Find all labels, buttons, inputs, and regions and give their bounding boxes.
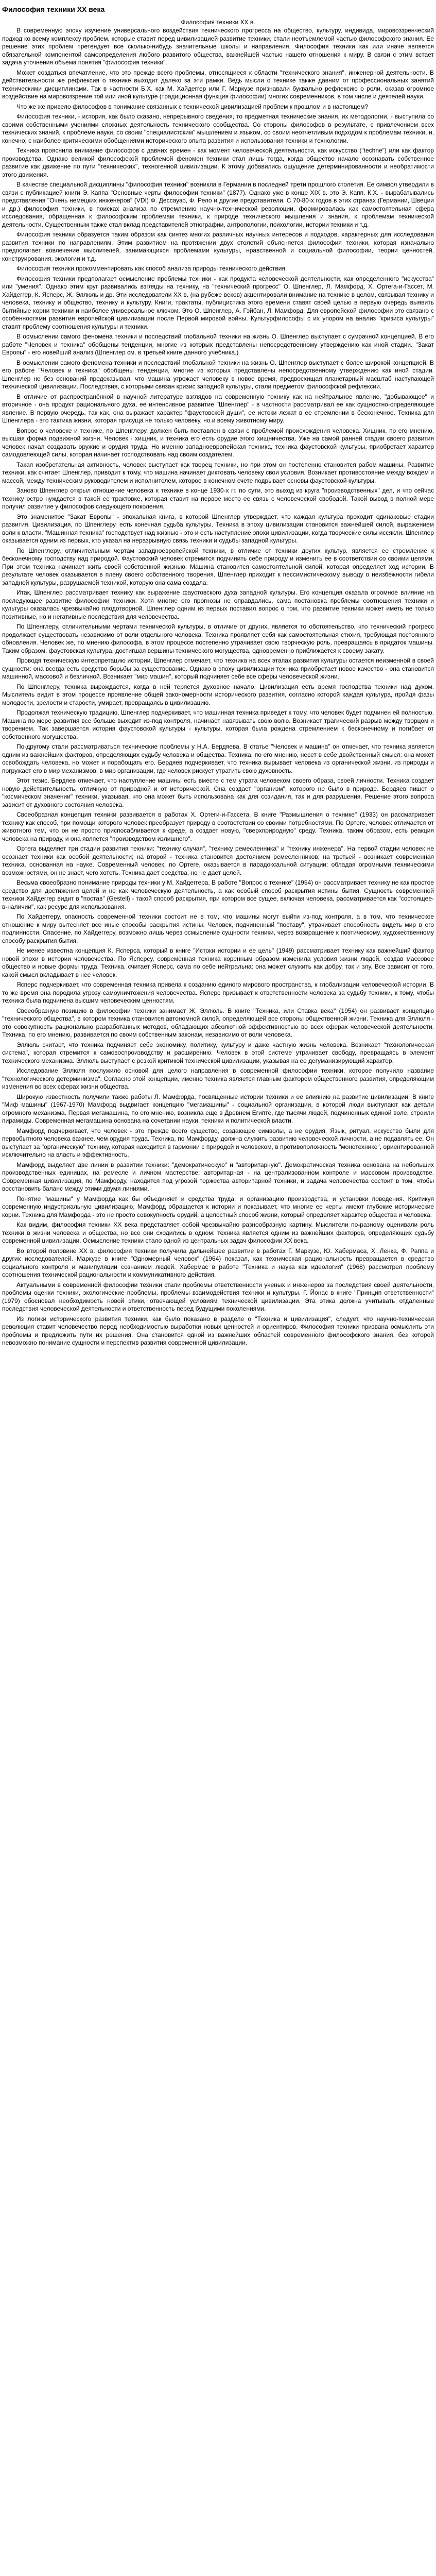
article-paragraph: Проводя техническую интерпретацию истории, Шпенглер отмечает, что техника на всех этапах развития культуры остается неизменной в своей сущности: она всегда есть средство борьбы за существование. Однако в эпоху цивилизации техника приобретает новое качество - она становится машинной, массовой и безличной. Возникает "мир машин", который подчиняет себе все сферы человеческой жизни. <box>2 657 434 680</box>
article-paragraph: Ортега выделяет три стадии развития техники: "технику случая", "технику ремесленника" и "технику инженера". На первой стадии человек не осознает техники как особой деятельности; на второй - техника становится достоянием ремесленников; на третьей - возникает современная техника, основанная на науке. Современный человек, по Ортеге, оказывается в парадоксальной ситуации: обладая огромными техническими возможностями, он не знает, чего хотеть. Техника дает средства, но не дает целей. <box>2 845 434 876</box>
article-paragraph: Этот тезис, Бердяев отмечает, что наступление машины есть вместе с тем утрата человеком своего образа, своей личности. Техника создает новую действительность, отличную от природной и от исторической. Она создает "организм", которого не было в природе. Бердяев пишет о "космическом значении" техники, указывая, что она может быть использована как для созидания, так и для разрушения. Решение этого вопроса зависит от духовного состояния человека. <box>2 777 434 808</box>
article-paragraph: Что же же привело философов в понимание связанных с технической цивилизацией проблем к прошлом и в настоящем? <box>16 103 369 110</box>
article-paragraph: Как видим, философия техники XX века представляет собой чрезвычайно разнообразную картину. Мыслители по-разному оценивали роль техники в жизни человека и общества, но все они сходились в одном: техника является одним из важнейших факторов, определяющих судьбу современной цивилизации. Осмысление техники стало одной из центральных задач философии XX века. <box>2 1221 434 1244</box>
article-paragraph: Весьма своеобразно понимание природы техники у М. Хайдеггера. В работе "Вопрос о технике" (1954) он рассматривает технику не как простое средство для достижения целей и не как человеческую деятельность, а как особый способ раскрытия истины бытия. Сущность современной техники Хайдеггер видит в "постав" (Gestell) - такой способ раскрытия, при котором все сущее, включая человека, рассматривается как "состоящее-в-наличии", как ресурс для использования. <box>2 879 434 910</box>
article-paragraph: Философия техники, - история, как было сказано, непрерывного сведения, то предметная технические знания, их методологии, - выступила со своими собственными учениями сложных деятельность технического сообщества. Со стороны философов в результате, с привлечением всех технических знаний, к проблеме науки, со своим "специалистским" мышлением и языком, со своим неотчетливым подходом к проблемам техники, и, конечно, с наиболее критическими обобщениями исторического опыта развития и использования техники и технологии. <box>2 113 434 144</box>
article-paragraph: Из логики исторического развития техники, как было показано в разделе о "Техника и цивилизация", следует, что научно-техническая революция ставит человечество перед необходимостью выработки новых ценностей и ориентиров. Философия техники призвана осмыслить эти проблемы и предложить пути их решения. Она становится одной из важнейших областей современного философского знания, без которой невозможно понимание сущности и перспектив развития современной цивилизации. <box>2 1315 434 1346</box>
article-paragraph: Своеобразную позицию в философии техники занимает Ж. Эллюль. В книге "Техника, или Ставка века" (1954) он развивает концепцию "технического общества", в котором техника становится автономной силой, определяющей все стороны общественной жизни. Техника для Эллюля - это совокупность рационально разработанных методов, обладающих абсолютной эффективностью во всех сферах человеческой деятельности. Техника, по его мнению, развивается по своим собственным законам, независимо от воли человека. <box>2 1007 434 1038</box>
article-paragraph: По Шпенглеру, техника вырождается, когда в ней теряется духовное начало. Цивилизация есть время господства техники над духом. Мыслитель видит в этом процессе проявление общей закономерности исторического развития, согласно которой каждая культура, пройдя фазы молодости, зрелости и старости, умирает, превращаясь в цивилизацию. <box>2 683 434 706</box>
article-paragraph: Философия техники предполагает осмысление проблемы техники - как продукта человеческой деятельности, как определенного "искусства" или "умения". Однако этим круг развивались взгляды на технику, на "технический прогресс" О. Шпенглер, Л. Мамфорд, Х. Ортега-и-Гассет, М. Хайдеггер, К. Ясперс, Ж. Эллюль и др. Эти исследователи XX в. (на рубеже веков) акцентировали внимание на технике в целом, связывая технику и человека, технику и общество, технику и культуру. Книги, трактаты, публицистика этого времени ставят своей целью в первую очередь выявить бытийные корни техники и наиболее универсальное ключом. Это О. Шпенглер, А. Гэйбан, Л. Мамфорд. Для европейской философии это связано с особенностями развития европейской цивилизации после Первой мировой войны. Культурфилософы с их упором на анализ "кризиса культуры" ставят проблему соотношения культуры и техники. <box>2 275 434 330</box>
article-paragraph: Не менее известна концепция К. Ясперса, который в книге "Истоки истории и ее цель" (1949) рассматривает технику как важнейший фактор новой эпохи в истории человечества. По Ясперсу, современная техника коренным образом изменила условия жизни людей, создав массовое общество и новые формы труда. Техника, считает Ясперс, сама по себе нейтральна: она может служить как добру, так и злу. Все зависит от того, какой смысл вкладывает в нее человек. <box>2 947 434 978</box>
article-paragraph: Исследование Эллюля послужило основой для целого направления в современной философии техники, которое получило название "технологического детерминизма". Согласно этой концепции, именно техника является главным фактором общественного развития, определяющим изменения во всех сферах жизни общества. <box>2 1067 434 1090</box>
article-paragraph: Во второй половине XX в. философия техники получила дальнейшее развитие в работах Г. Маркузе, Ю. Хабермаса, Х. Ленка, Ф. Раппа и других исследователей. Маркузе в книге "Одномерный человек" (1964) показал, как техническая рациональность превращается в средство социального контроля и манипуляции сознанием людей. Хабермас в работе "Техника и наука как идеология" (1968) рассмотрел проблему соотношения технической рациональности и коммуникативного действия. <box>2 1247 434 1278</box>
article-paragraph: Такая изобретательная активность, человек выступает как творец техники, но при этом он постепенно становится рабом машины. Развитие техники, как считает Шпенглер, приводит к тому, что машина начинает диктовать человеку свои условия. Возникает противостояние между вождем и массой, между техническим руководителем и исполнителем, которое в конечном счете подрывает основы фаустовской культуры. <box>2 461 434 484</box>
article-paragraph: Это знаменитое "Закат Европы" - эпохальная книга, в которой Шпенглер утверждает, что каждая культура проходит одинаковые стадии развития. Цивилизация, по Шпенглеру, есть конечная судьба культуры. Техника в эпоху цивилизации становится важнейшей силой, выражением воли к власти. "Машинная техника" господствует над жизнью - это и есть наступление эпохи цивилизации, когда творческие силы иссякли. Шпенглер оказывается одним из первых, кто указал на неразрывную связь техники и судьбы западной культуры. <box>2 513 434 544</box>
article-paragraph: Может создаться впечатление, что это прежде всего проблемы, относящиеся к области "технического знания", инженерной деятельности. В действительности же рефлексия о технике выходит далеко за эти рамки. Ведь мысли о технике также давним от профессиональных занятий техническими дисциплинами. Так в частности Б.Х. как М. Хайдеггер или Г. Маркузе признавали буквально рефлексию о роли, оказав огромное воздействие на мировоззрение той или иной культуре (традиционная функция философии) многих современников, в том числе и деятелей науки. <box>2 69 434 100</box>
article-paragraph: В современную эпоху изучение универсального воздействия технического прогресса на общество, культуру, индивида, мировоззренческий подход ко всему комплексу проблем, которые ставит перед цивилизацией развитие техники, стали неотъемлемой частью философского знания. Ее решение этих проблем претендует все сколько-нибудь значительные школы и направления. Философия техники как или иначе является обязательной компонентой самоопределения любого развитого общества, важнейшей частью нашего отношения к миру. В связи с этим встает задача уточнения объема понятия "философия техники". <box>2 27 434 66</box>
article-paragraph: В осмыслении самого феномена техники и последствий глобальной техники на жизнь О. Шпенглер выступает с более широкой концепцией. В его работе "Человек и техника" обобщены тенденции, многие из которых представлены непосредственному утверждению как иной стадии. Шпенглер не без оснований предсказывал, что машина угрожает человеку в новое время, предвосхищая планетарный масштаб наступающей технической цивилизации. Последствия, с которыми связан кризис западной культуры, стали предметом философской рефлексии. <box>2 359 434 390</box>
article-title: Философия техники XX в. <box>181 19 255 26</box>
article-paragraph: В качестве специальной дисциплины "философия техники" возникла в Германии в последней трети прошлого столетия. Ее символ утвердили в связи с публикацией книги Э. Каппа "Основные черты философии техники" (1877). Однако уже в конце XIX в. это Э. Капп, К.Х. - вырабатывались представления "Очень немецких инженеров" (VDI) Ф. Дессауэр, Ф. Рело и другие представители. С 70-80-х годов в этих странах (Германии, Швеции и др.) философия техники, в поисках анализа по стремлению научно-технической революции, формировалась как самостоятельная сфера исследования, обращенная к философским проблемам техники, к природе технического мышления и знания, к проблемам технической деятельности. Существенным также стал вклад представителей этнографии, антропологии, психологии, истории техники и т.д. <box>2 181 434 228</box>
page-header <box>0 0 436 19</box>
article-paragraph: По-другому стали рассматриваться технические проблемы у Н.А. Бердяева. В статье "Человек и машина" он отмечает, что техника является одним из важнейших факторов, определяющих судьбу человека и общества. Техника, по его мнению, несет в себе двойственный смысл: она может освобождать человека, но может и порабощать его. Бердяев подчеркивает, что техника вырывает человека из органической жизни, из природы и погружает его в мир механизмов, в мир организации, где человек рискует утратить свою духовность. <box>2 743 434 774</box>
article-paragraph: Понятие "машины" у Мамфорда как бы объединяет и средства труда, и организацию производства, и установки поведения. Критикуя современную индустриальную цивилизацию, Мамфорд обращается к истории и показывает, что многие ее черты имеют глубокие исторические корни. Техника для Мамфорда - это не просто совокупность орудий, а целостный способ жизни, который определяет характер общества и человека. <box>2 1195 434 1218</box>
article-paragraph: Продолжая техническую традицию, Шпенглер подчеркивает, что машинная техника приведет к тому, что человек будет подчинен ей полностью. Машина по мере развития все больше выходит из-под контроля, начинает навязывать свою волю. Возникает трагический разрыв между творцом и творением. Так завершается история фаустовской культуры - культуры, которая была рождена стремлением к бесконечному и погибает от собственного могущества. <box>2 709 434 740</box>
article-paragraph: Мамфорд выделяет две линии в развитии техники: "демократическую" и "авторитарную". Демократическая техника основана на небольших производственных единицах, на ремесле и личном мастерстве; авторитарная - на централизованном контроле и массовом производстве. Современная цивилизация, по Мамфорду, находится под угрозой торжества авторитарной техники, и задача человечества состоит в том, чтобы восстановить баланс между этими двумя линиями. <box>2 1161 434 1192</box>
article-paragraph: Итак, Шпенглер рассматривает технику как выражение фаустовского духа западной культуры. Его концепция оказала огромное влияние на последующее развитие философии техники. Хотя многие его прогнозы не оправдались, сама постановка проблемы соотношения техники и культуры оказалась чрезвычайно плодотворной. Шпенглер одним из первых поставил вопрос о том, что развитие техники может иметь не только позитивные, но и негативные последствия для человечества. <box>2 589 434 620</box>
article-paragraph: Философия техники прокомментировать как способ анализа природы технического действия. <box>16 265 287 272</box>
article-paragraphs <box>2 27 434 1347</box>
article-paragraph: В осмыслении самого феномена техники и последствий глобальной техники на жизнь О. Шпенглер выступает с сумрачной концепцией. В его работе "Человек и техника" обобщены тенденции, многие из которых представлены непосредственному утверждению как иной стадии. "Закат Европы" - его новейший анализ (Шпенглер см. в третьей книге данного учебника.) <box>2 333 434 356</box>
article-paragraph: Философия техники образуется таким образом как синтез многих различных научных интересов и подходов, характерных для исследования развития техники по направлениям. Этим развитием на протяжении двух столетий объясняется философия техники, которая изначально предполагает вовлечение мыслителей, занимающихся проблемами культуры, нравственной и социальной философии, теории ценностей, конструирования, экологии и т.д. <box>2 231 434 262</box>
page-title: Философия техники XX века <box>2 5 105 13</box>
article-paragraph: В отличие от распространённой в научной литературе взглядов на современную технику как на нейтральное явление, "добывающее" и вторичное - она продукт рационального духа, ее интенсивное развитие "Шпенглер" - в частности рассматривал ее как сущностно-определяющее явление. В первую очередь, так как, она выражает характер "фаустовской души", ее истоки лежат в ее стремлении в бесконечное. Техника для Шпенглера - это тактика жизни, которая присуща не только человеку, но и всему животному миру. <box>2 393 434 424</box>
article-paragraph: По Шпенглеру, отличительным чертам западноевропейской техники, в отличие от техники других культур, является ее стремление к бесконечному господству над природой. Фаустовский человек стремится подчинить себе природу и изменить ее в соответствии со своими целями. При этом техника начинает жить своей собственной жизнью. Машина становится самостоятельной силой, которая определяет ход истории. В результате человек оказывается в плену своего собственного творения. Шпенглер приходит к пессимистическому выводу о неизбежности гибели западной культуры, разрушаемой техникой, которую она сама создала. <box>2 547 434 586</box>
article-paragraph: Широкую известность получили также работы Л. Мамфорда, посвященные истории техники и ее влиянию на развитие цивилизации. В книге "Миф машины" (1967-1970) Мамфорд выдвигает концепцию "мегамашины" - социальной организации, в которой люди выступают как детали огромного механизма. Первая мегамашина, по его мнению, возникла еще в Древнем Египте, где тысячи людей, подчиненных единой воле, строили пирамиды. Современная мегамашина основана на сочетании науки, техники и политической власти. <box>2 1093 434 1124</box>
article-paragraph: Техника прояснила внимание философов с давних времен - как момент человеческой деятельности, как искусство ("techne") или как фактор производства. Однако великой философской проблемой феномен техники стал лишь тогда, когда общество начало осознавать собственное развитие как движение по пути "технических", техногенной цивилизации. К этому добавились ощущение детерминированности и необратимости этого движения. <box>2 147 434 178</box>
article-paragraph: Ясперс подчеркивает, что современная техника привела к созданию единого мирового пространства, к глобализации человеческой истории. В то же время она породила угрозу самоуничтожения человечества. Ясперс призывает к ответственности человека за судьбу техники, к тому, чтобы техника была подчинена высшим человеческим ценностям. <box>2 981 434 1004</box>
article-paragraph: Своеобразная концепция техники развивается в работах Х. Ортеги-и-Гассета. В книге "Размышления о технике" (1933) он рассматривает технику как способ, при помощи которого человек преобразует природу в соответствии со своими потребностями. По Ортеге, человек отличается от животного тем, что он не просто приспосабливается к среде, а создает новую, "сверхприродную" среду. Техника, таким образом, есть реакция человека на природу, и она является "производством излишнего". <box>2 811 434 842</box>
article-paragraph: По Хайдеггеру, опасность современной техники состоит не в том, что машины могут выйти из-под контроля, а в том, что техническое отношение к миру вытесняет все иные способы раскрытия истины. Человек, подчиненный "поставу", утрачивает способность видеть мир в его подлинности. Спасение, по Хайдеггеру, возможно лишь через осмысление сущности техники, через возвращение к поэтическому, художественному способу раскрытия бытия. <box>2 913 434 944</box>
article-paragraph: По Шпенглеру, отличительными чертами технической культуры, в отличие от других, является то обстоятельство, что технический прогресс продолжает существовать независимо от воли отдельного человека. Техника проявляет себя как самостоятельная стихия, требующая постоянного обновления. Человек же, по мнению философа, в этом процессе постепенно утрачивает свою творческую роль, превращаясь в придаток машины. Таким образом, фаустовская культура, достигшая вершины технического могущества, одновременно приближается к своему закату. <box>2 623 434 654</box>
article-body <box>0 19 436 1349</box>
article-paragraph: Заново Шпенглер открыл отношение человека к технике в конце 1930-х гг. по сути, это выход из круга "производственных" дел, и что сейчас технику остро нуждается в такой ее трактовке, которая ставит на первое место ее связь с человеческой свободой. Такой вывод в полной мере получил развитие у философов следующего поколения. <box>2 487 434 510</box>
article-paragraph: Мамфорд подчеркивает, что человек - это прежде всего существо, создающее символы, а не орудия. Язык, ритуал, искусство были для первобытного человека важнее, чем орудия труда. Техника, по Мамфорду, должна служить развитию человеческой личности, а не подавлять ее. Он выступает за "органическую" технику, которая находится в гармонии с природой и человеком, в противоположность "монотехнике", ориентированной исключительно на власть и эффективность. <box>2 1127 434 1158</box>
article-paragraph: Вопрос о человеке и технике, по Шпенглеру, должен быть поставлен в связи с проблемой происхождения человека. Хищник, по его мнению, высшая форма подвижной жизни. Человек - хищник, и техника его есть орудие этого хищничества. Уже на самой ранней стадии своего развития человек начал создавать оружие и орудия труда. Но именно западноевропейская техника, техника фаустовской культуры, приобретает характер самодовлеющей силы, которая начинает господствовать над своим создателем. <box>2 427 434 458</box>
article-paragraph: Актуальными в современной философии техники стали проблемы ответственности ученых и инженеров за последствия своей деятельности, проблемы оценки техники, экологические проблемы, проблемы взаимодействия техники и культуры. Г. Йонас в книге "Принцип ответственности" (1979) обосновал необходимость новой этики, отвечающей условиям технической цивилизации. Эта этика должна учитывать отдаленные последствия человеческой деятельности и ответственность перед будущими поколениями. <box>2 1281 434 1312</box>
article-paragraph: Эллюль считает, что техника подчиняет себе экономику, политику, культуру и даже частную жизнь человека. Возникает "технологическая система", которая стремится к самовоспроизводству и расширению. Человек в этой системе утрачивает свободу, превращаясь в элемент технического механизма. Эллюль выступает с резкой критикой технической цивилизации, указывая на ее дегуманизирующий характер. <box>2 1041 434 1064</box>
